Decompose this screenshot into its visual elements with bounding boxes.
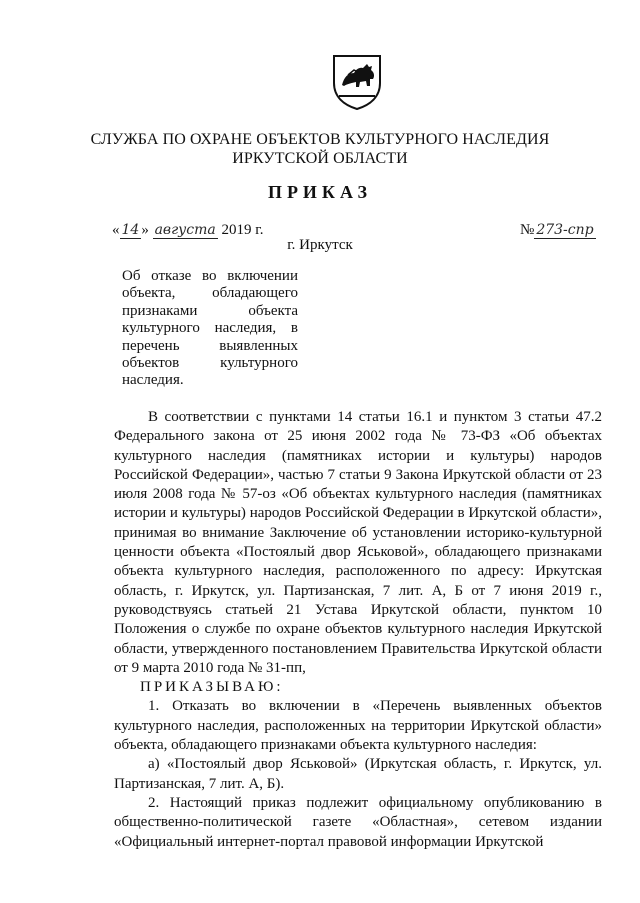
order-subject: Об отказе во включении объекта, обладающего признаками объекта культурного наследия, в перечень выявленных объектов культурного наследия.	[122, 268, 298, 389]
city-line: г. Иркутск	[287, 237, 353, 253]
agency-name-line1: СЛУЖБА ПО ОХРАНЕ ОБЪЕКТОВ КУЛЬТУРНОГО НАСЛЕДИЯ	[90, 131, 550, 148]
date-year: 2019 г.	[221, 222, 264, 238]
coat-of-arms-icon	[330, 53, 384, 111]
order-body	[114, 408, 602, 852]
agency-name	[60, 130, 580, 168]
number-prefix: №	[520, 222, 535, 238]
preamble-paragraph: В соответствии с пунктами 14 статьи 16.1 и пунктом 3 статьи 47.2 Федерального закона от 25 июня 2002 года № 73-ФЗ «Об объектах культурного наследия (памятниках истории и культуры) народов Российской Федерации», частью 7 статьи 9 Закона Иркутской области от 23 июля 2008 года № 57-оз «Об объектах культурного наследия (памятниках истории и культуры) народов Российской Федерации в Иркутской области», принимая во внимание Заключение об установлении историко-культурной ценности объекта «Постоялый двор Яськовой», обладающего признаками объекта культурного наследия, расположенного по адресу: Иркутская область, г. Иркутск, ул. Партизанская, 7 лит. А, Б от 7 июня 2019 г., руководствуясь статьей 21 Устава Иркутской области, пунктом 10 Положения о службе по охране объектов культурного наследия Иркутской области, утвержденного постановлением Правительства Иркутской области от 9 марта 2010 года № 31-пп,	[114, 409, 602, 676]
agency-name-line2: ИРКУТСКОЙ ОБЛАСТИ	[232, 150, 408, 167]
item-1a-paragraph: а) «Постоялый двор Яськовой» (Иркутская область, г. Иркутск, ул. Партизанская, 7 лит. А, Б).	[114, 756, 602, 792]
item-2-paragraph: 2. Настоящий приказ подлежит официальному опубликованию в общественно-политической газете «Областная», сетевом издании «Официальный интернет-портал правовой информации Иркутской	[114, 794, 602, 850]
document-title: ПРИКАЗ	[267, 182, 373, 202]
date-month: августа	[154, 222, 216, 238]
date-close-quote: »	[141, 222, 149, 238]
item-1-paragraph: 1. Отказать во включении в «Перечень выявленных объектов культурного наследия, расположенных на территории Иркутской области» объекта, обладающего признаками объекта культурного наследия:	[114, 698, 602, 754]
order-word: ПРИКАЗЫВАЮ:	[140, 679, 284, 696]
date-day: 14	[121, 222, 140, 238]
date-open-quote: «	[112, 222, 120, 238]
number-value: 273-спр	[536, 222, 594, 238]
